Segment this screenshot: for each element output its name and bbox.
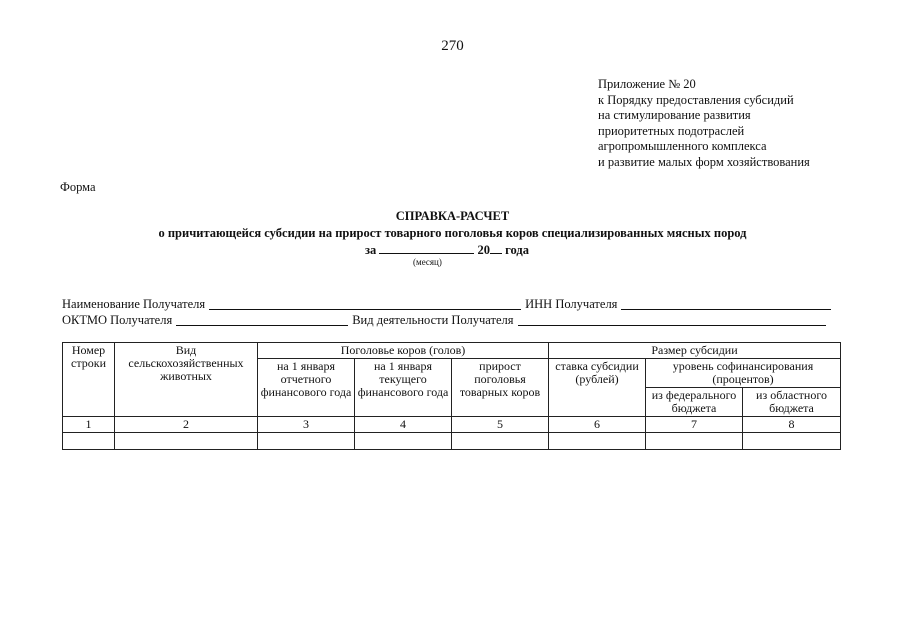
table-cell[interactable] [452, 433, 549, 450]
column-number: 8 [743, 417, 841, 433]
appendix-line: агропромышленного комплекса [598, 139, 767, 153]
appendix-block [598, 77, 810, 170]
table-cell[interactable] [355, 433, 452, 450]
year-blank-line [490, 241, 502, 254]
period-prefix: за [365, 243, 377, 257]
form-label: Форма [60, 180, 96, 194]
appendix-line: приоритетных подотраслей [598, 123, 745, 138]
activity-label: Вид деятельности Получателя [352, 313, 514, 327]
header-rate: ставка субсидии (рублей) [549, 359, 646, 417]
header-jan-current: на 1 января текущего финансового года [355, 359, 452, 417]
column-number: 7 [646, 417, 743, 433]
column-number: 1 [63, 417, 115, 433]
recipient-row [62, 297, 835, 312]
header-cofinancing-group: уровень софинансирования (процентов) [646, 359, 841, 388]
page-number: 270 [441, 38, 464, 54]
column-number: 4 [355, 417, 452, 433]
activity-field[interactable] [518, 313, 826, 326]
header-growth: прирост поголовья товарных коров [452, 359, 549, 417]
column-number: 5 [452, 417, 549, 433]
document-subtitle: о причитающейся субсидии на прирост товарного поголовья коров специализированных мясных пород [158, 226, 747, 240]
table-cell[interactable] [549, 433, 646, 450]
column-number: 3 [258, 417, 355, 433]
table-cell[interactable] [115, 433, 258, 450]
recipient-name-label: Наименование Получателя [62, 297, 206, 311]
header-livestock-group: Поголовье коров (голов) [258, 343, 549, 359]
header-jan-reporting: на 1 января отчетного финансового года [258, 359, 355, 417]
month-blank-line [379, 241, 474, 254]
column-numbers-row [63, 417, 841, 433]
oktmo-row [62, 313, 830, 328]
oktmo-field[interactable] [176, 313, 348, 326]
appendix-line: к Порядку предоставления субсидий [598, 92, 794, 107]
table-row [63, 433, 841, 450]
column-number: 2 [115, 417, 258, 433]
header-federal: из федерального бюджета [646, 388, 743, 417]
year-suffix: года [505, 243, 529, 257]
appendix-line: на стимулирование развития [598, 108, 751, 122]
period-line [365, 241, 529, 258]
recipient-inn-label: ИНН Получателя [525, 297, 618, 311]
appendix-line: и развитие малых форм хозяйствования [598, 154, 810, 169]
document-title: СПРАВКА-РАСЧЕТ [395, 209, 510, 223]
recipient-inn-field[interactable] [621, 297, 831, 310]
table-cell[interactable] [646, 433, 743, 450]
header-subsidy-group: Размер субсидии [549, 343, 841, 359]
oktmo-label: ОКТМО Получателя [62, 313, 173, 327]
year-prefix: 20 [477, 243, 491, 257]
table-cell[interactable] [258, 433, 355, 450]
appendix-line: Приложение № 20 [598, 77, 696, 91]
header-row-number: Номер строки [63, 343, 115, 417]
recipient-name-field[interactable] [209, 297, 521, 310]
column-number: 6 [549, 417, 646, 433]
subsidy-table [62, 342, 841, 450]
header-regional: из областного бюджета [743, 388, 841, 417]
header-animal-type: Вид сельскохозяйственных животных [115, 343, 258, 417]
table-cell[interactable] [63, 433, 115, 450]
month-hint: (месяц) [413, 257, 442, 267]
table-cell[interactable] [743, 433, 841, 450]
